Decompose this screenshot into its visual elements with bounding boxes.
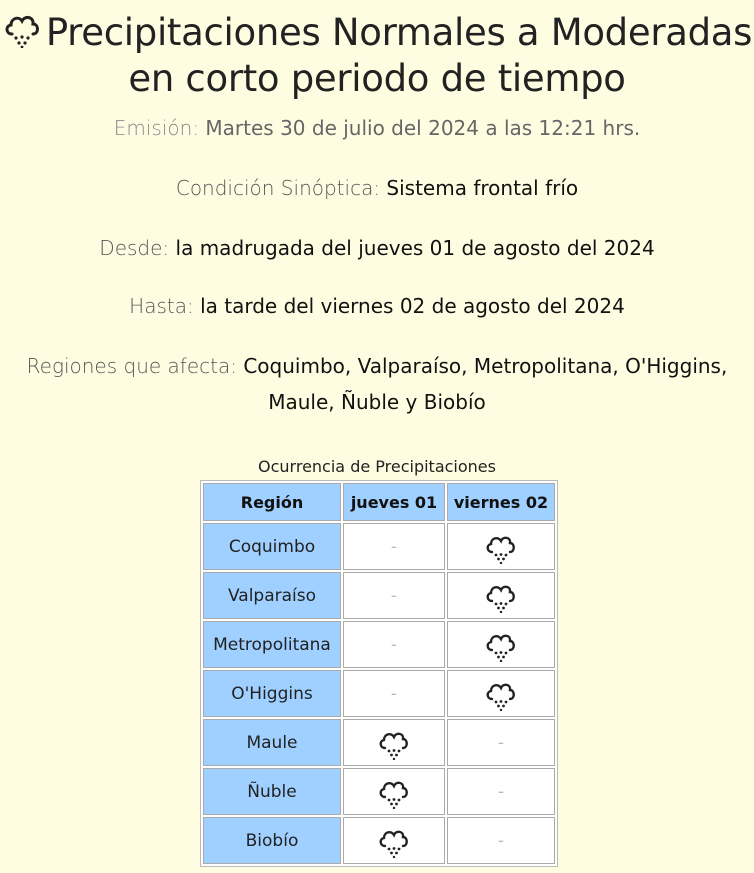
table-row [203,719,555,766]
page-title [0,8,754,102]
table-row [203,621,555,668]
rain-cloud-icon [484,677,518,711]
region-cell: Maule [203,719,341,766]
region-cell: Metropolitana [203,621,341,668]
until-label: Hasta: [129,294,194,318]
region-cell: Coquimbo [203,523,341,570]
region-cell: Ñuble [203,768,341,815]
day-1-cell: - [343,670,445,717]
header-day-1: jueves 01 [343,483,445,521]
synoptic-condition-label: Condición Sinóptica: [175,176,381,200]
synoptic-condition-value: Sistema frontal frío [386,176,579,200]
rain-cloud-icon [377,824,411,858]
header-region: Región [203,483,341,521]
day-2-cell [447,621,555,668]
emission-row [0,110,754,146]
table-row [203,817,555,864]
table-row [203,572,555,619]
day-1-cell [343,817,445,864]
from-row [0,230,754,266]
regions-label: Regiones que afecta: [26,354,237,378]
rain-cloud-icon [2,8,42,48]
day-2-cell: - [447,768,555,815]
regions-value-line-1: Coquimbo, Valparaíso, Metropolitana, O'Higgins, [243,354,728,378]
until-value: la tarde del viernes 02 de agosto del 2024 [200,294,625,318]
regions-row [0,348,754,420]
precipitation-table [200,480,558,867]
from-label: Desde: [99,236,170,260]
region-cell: O'Higgins [203,670,341,717]
rain-cloud-icon [377,775,411,809]
day-1-cell: - [343,572,445,619]
table-row [203,523,555,570]
region-cell: Valparaíso [203,572,341,619]
day-2-cell: - [447,817,555,864]
day-2-cell [447,670,555,717]
table-header-row [203,483,555,521]
day-2-cell: - [447,719,555,766]
synoptic-condition-row [0,170,754,206]
from-value: la madrugada del jueves 01 de agosto del 2024 [175,236,655,260]
emission-value: Martes 30 de julio del 2024 a las 12:21 hrs. [205,116,641,140]
day-1-cell [343,719,445,766]
rain-cloud-icon [484,628,518,662]
title-line-1: Precipitaciones Normales a Moderadas [45,11,753,54]
day-2-cell [447,572,555,619]
region-cell: Biobío [203,817,341,864]
table-row [203,670,555,717]
table-row [203,768,555,815]
rain-cloud-icon [484,530,518,564]
day-2-cell [447,523,555,570]
emission-label: Emisión: [113,116,200,140]
header-day-2: viernes 02 [447,483,555,521]
day-1-cell: - [343,621,445,668]
rain-cloud-icon [377,726,411,760]
day-1-cell [343,768,445,815]
table-caption: Ocurrencia de Precipitaciones [258,457,496,476]
title-line-2: en corto periodo de tiempo [128,57,626,100]
regions-value-line-2: Maule, Ñuble y Biobío [268,390,486,414]
day-1-cell: - [343,523,445,570]
rain-cloud-icon [484,579,518,613]
until-row [0,288,754,324]
